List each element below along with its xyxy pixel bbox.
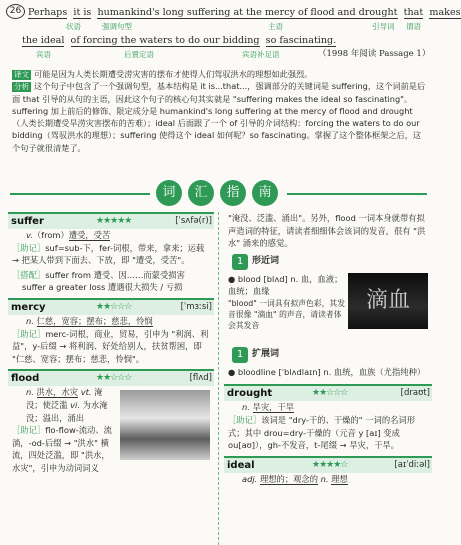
star-rating: ★★☆☆☆	[96, 301, 132, 312]
headword: ideal	[227, 459, 255, 471]
word-header-ideal	[224, 456, 432, 473]
annotation: 强调句型	[102, 22, 132, 31]
annotation: 谓语	[406, 22, 421, 31]
part-of-speech: adj.	[242, 473, 258, 484]
memo-text: 该词是 "dry-干的、干燥的" 一词的名词形式；其中 drou=dry-干燥的（元音 y [aɪ] 变成 ou[aʊ]），gh-不发音，t-尾缀 → 旱灾，干旱。	[228, 414, 416, 451]
vocabulary-banner	[0, 176, 437, 210]
memo-text: flo-flow-流动、流淌，-od-后缀 → "洪水" 横流，四处泛滥，即 "洪水，水灾"，引申为动词词义	[12, 425, 112, 473]
phonetic: [flʌd]	[189, 373, 212, 384]
analysis-tag: 分析	[14, 82, 29, 92]
headword: flood	[11, 373, 40, 385]
segment: makes	[429, 7, 461, 18]
entry-ideal	[224, 473, 432, 486]
banner-char: 指	[220, 180, 246, 206]
sentence-line-2	[22, 34, 336, 47]
section-extended-words	[232, 347, 432, 363]
blood-drip-image: 滴血	[348, 273, 428, 329]
annotation: 后置定语	[124, 50, 154, 59]
banner-line-right	[287, 193, 427, 195]
blood-definition: blood [blʌd] n. 血，血液；血统；血缘	[228, 273, 343, 297]
part-of-speech: v.	[26, 230, 33, 240]
column-divider	[218, 212, 219, 545]
word-header-suffer	[8, 212, 214, 229]
part-of-speech: n.	[26, 387, 34, 398]
gloss: 理想的；观念的	[259, 473, 319, 484]
sentence-number: 26	[6, 4, 25, 19]
segment: so fascinating.	[265, 35, 337, 46]
gloss: 理想	[331, 473, 348, 484]
flood-continued: "淹没、泛滥、涌出"。另外，flood 一词本身就带有拟声造词的特征，请读者细细体会该词的发音，很有 "洪水" 涌来的感觉。	[228, 213, 426, 249]
gloss: 淹没；使泛滥	[26, 387, 103, 410]
section-title: 扩展词	[252, 349, 280, 360]
right-column	[224, 212, 432, 485]
segment: of forcing the waters to do our bidding	[70, 35, 260, 46]
headword: suffer	[11, 216, 44, 227]
explanation	[12, 68, 428, 154]
star-rating: ★★★★☆	[312, 459, 348, 470]
banner-char: 南	[252, 180, 278, 206]
phrase-text-2: suffer a greater loss 遭遇很大损失 / 亏损	[22, 282, 183, 293]
annotation: 主语	[268, 22, 283, 31]
headword: mercy	[11, 301, 46, 313]
analysis	[12, 80, 428, 154]
phonetic: [aɪˈdiːəl]	[394, 459, 430, 470]
headword: drought	[227, 388, 273, 400]
phonetic: [draʊt]	[400, 388, 430, 399]
phonetic: [ˈmɜːsi]	[180, 301, 212, 312]
gloss-prefix: （from）	[32, 230, 69, 240]
annotation: 宾语	[36, 50, 51, 59]
source-note: （1998 年阅读 Passage 1）	[318, 49, 431, 59]
banner-char: 汇	[188, 180, 214, 206]
word-header-flood	[8, 369, 214, 386]
segment: that	[403, 7, 424, 18]
memo-text: merc-词根，商业，贸易，引申为 "利润、利益"，y-后缀 → 将利润、好处给别人，扶贫帮困，即 "仁慈、宽容；摆布；慈悲，怜悯"。	[12, 328, 209, 364]
entry-drought	[224, 401, 432, 451]
gloss: 旱灾，干旱	[252, 402, 295, 413]
part-of-speech: n.	[320, 473, 329, 484]
part-of-speech: n.	[242, 402, 250, 413]
entry-flood	[8, 386, 214, 474]
gloss: 为水淹没；溢出，涌出	[26, 399, 108, 423]
translation-text: 可能是因为人类长期遭受涝灾害的摆布才使得人们驾驭洪水的理想如此强烈。	[34, 69, 313, 79]
section-similar-words	[232, 254, 432, 270]
bloodline-definition: bloodline [ˈblʌdlaɪn] n. 血统，血族（尤指纯种）	[237, 366, 426, 377]
star-rating: ★★☆☆☆	[96, 373, 132, 384]
segment: humankind's long suffering at the mercy of flood and drought	[97, 7, 398, 18]
segment: the ideal	[22, 35, 65, 46]
analysis-text: 这个句子中包含了一个强调句型，基本结构是 it is...that...，强调部分的关键词是 suffering，这个词前是后面 that 引导的从句的主语，因此这个句子的核心句其实就是 "suffering makes the ideal so fascinating"。suffering 加上前后的修饰、限定成分是 humankind's long suffering at the mercy of flood and drought（人类长期遭受旱涝灾害摆布的苦难）；ideal 后面跟了一个 of 引导的介词结构：forcing the waters to do our bidding（驾驭洪水的理想）；suffering 使得这个 ideal 如何呢？so fascinating。掌握了这个整体框架之后，这个句子就很清楚了。	[12, 81, 426, 153]
example-sentence	[6, 4, 461, 59]
blood-note: "blood" 一词具有拟声色彩，其发音很像 "滴血" 的声音，请读者体会其发音	[228, 298, 346, 330]
memo-label: ［助记］	[12, 242, 46, 253]
star-rating: ★★☆☆☆	[312, 388, 348, 399]
word-header-drought	[224, 384, 432, 401]
left-column	[8, 212, 214, 475]
memo-text: suf=sub-下，fer-词根，带来，拿来；运载 → 把某人带到下面去、下放，即 "遭受，受苦"。	[12, 242, 205, 266]
banner-char: 词	[156, 180, 182, 206]
segment: Perhaps	[28, 7, 68, 18]
translation-tag: 译文	[14, 70, 29, 79]
memo-label: ［助记］	[12, 425, 46, 436]
entry-suffer	[8, 229, 214, 294]
annotation: 状语	[66, 22, 81, 31]
entry-blood: ● blood [blʌd] n. 血，血液；血统；血缘 "blood" 一词具有拟声色彩，其发音很像 "滴血" 的声音，请读者体会其发音 滴血	[224, 273, 432, 343]
translation	[12, 68, 428, 80]
phrase-label: ［搭配］	[12, 269, 46, 280]
part-of-speech: n.	[26, 315, 34, 326]
sentence-line-1	[28, 6, 461, 19]
star-rating: ★★★★★	[96, 216, 132, 226]
gloss: 遭受，受苦	[68, 230, 111, 240]
number-one-icon: 1	[232, 254, 248, 270]
flood-photo	[120, 390, 210, 460]
segment: it is	[73, 7, 92, 18]
memo-label: ［助记］	[12, 328, 46, 339]
part-of-speech: vi.	[70, 399, 80, 410]
annotation: 引导词	[372, 22, 395, 31]
banner-line-left	[10, 193, 150, 195]
part-of-speech: vt.	[80, 387, 92, 398]
word-header-mercy	[8, 298, 214, 315]
entry-mercy	[8, 315, 214, 365]
phonetic: [ˈsʌfə(r)]	[175, 216, 212, 226]
phrase-text: suffer from 遭受、因……而蒙受损害	[45, 269, 185, 280]
number-one-icon: 1	[232, 347, 248, 363]
memo-label: ［助记］	[228, 414, 262, 425]
annotation: 宾语补足语	[242, 50, 280, 59]
gloss: 仁慈，宽容；摆布；慈悲，怜悯	[36, 315, 153, 326]
gloss: 洪水，水灾	[36, 387, 79, 398]
entry-bloodline: ● bloodline [ˈblʌdlaɪn] n. 血统，血族（尤指纯种）	[228, 366, 426, 377]
section-title: 形近词	[252, 256, 280, 267]
